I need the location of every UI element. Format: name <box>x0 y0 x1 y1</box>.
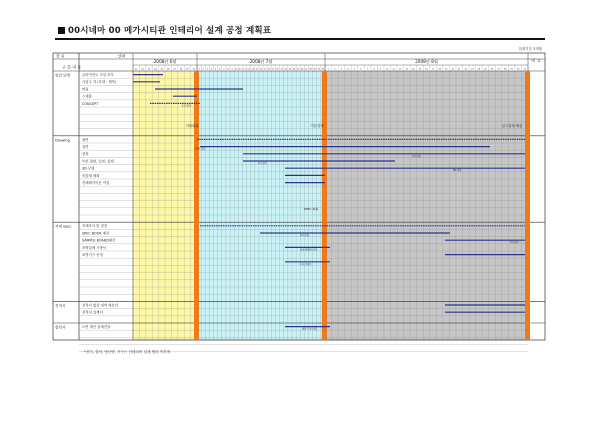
item-label: 평면 <box>82 137 89 142</box>
day-number: 6 <box>360 68 362 71</box>
footnote: *전기, 설비, 냉난방, 가구는 인테리어 설계 협의 이후에 <box>84 350 171 354</box>
day-number: 4 <box>210 68 213 71</box>
day-number: 3 <box>206 68 208 71</box>
section-label: Drawing <box>55 138 70 143</box>
bar-label: 3D 작업 <box>453 169 462 173</box>
day-number: 2 <box>202 68 204 71</box>
milestone-label: 실시설계 제출 <box>501 124 523 128</box>
day-number: 24 <box>292 68 296 71</box>
day-number: 30 <box>516 68 520 71</box>
item-label: 입면 <box>82 145 89 149</box>
header-remark-label: 비 고 <box>531 58 541 63</box>
item-label: 미팅 <box>82 87 89 92</box>
day-number: 28 <box>179 68 183 71</box>
day-number: 20 <box>276 68 279 71</box>
item-label: 견적서 설계서 <box>82 310 103 315</box>
bar-label: 1차 회의 <box>182 104 191 108</box>
day-number: 26 <box>490 68 494 71</box>
day-number: 1 <box>327 68 329 71</box>
bar-label: 2차 협의 <box>258 162 267 165</box>
milestone-label: SPEC 회의 <box>303 207 319 211</box>
day-number: 13 <box>247 68 250 71</box>
day-number: 24 <box>477 68 481 71</box>
orange-stripe <box>322 71 327 340</box>
day-number: 1 <box>198 68 200 71</box>
item-label: 클라이언트 사업 조사 <box>82 73 114 77</box>
day-number: 28 <box>309 68 312 71</box>
orange-stripe <box>194 71 199 340</box>
section-label: 견적서 <box>55 303 66 308</box>
item-label: 사업주 자 (부내 · 제목) <box>82 80 117 85</box>
day-number: 29 <box>186 68 189 71</box>
item-label: 전체레이아웃 작업 <box>82 181 110 185</box>
month-label: 2008년 7월 <box>249 59 273 64</box>
day-number: 30 <box>317 68 321 71</box>
day-number: 31 <box>321 68 325 71</box>
bar-label: 최종 BOOK 제작 <box>300 248 317 252</box>
bar-label: 3차 보완 <box>412 154 421 158</box>
day-number: 11 <box>392 68 395 71</box>
bar-label: 2차 보완 <box>300 234 309 237</box>
header-item-label: 항 목 <box>56 53 65 59</box>
bar-label: 1차 견적서 <box>300 262 312 266</box>
milestone-label: 기본설계 <box>310 124 324 128</box>
period-note: 설계기간 3개월 <box>518 47 542 51</box>
day-number: 29 <box>510 68 513 71</box>
day-number: 25 <box>296 68 300 71</box>
day-number: 3 <box>340 68 342 71</box>
day-number: 25 <box>484 68 487 71</box>
day-number: 14 <box>251 68 254 71</box>
day-number: 30 <box>192 68 196 71</box>
title-text: 00시네마 00 메가시티관 인테리어 설계 공정 계획표 <box>68 26 272 36</box>
day-number: 6 <box>219 68 221 71</box>
day-number: 27 <box>497 68 500 71</box>
day-number: 19 <box>444 68 448 71</box>
day-number: 5 <box>214 68 217 71</box>
day-number: 15 <box>255 68 259 71</box>
bar-label: 3차 회의 <box>510 241 519 245</box>
day-number: 31 <box>523 68 526 71</box>
day-number: 26 <box>166 68 170 71</box>
day-number: 23 <box>471 68 474 71</box>
day-number: 9 <box>231 68 233 71</box>
day-number: 13 <box>405 68 409 71</box>
day-number: 24 <box>154 68 157 71</box>
day-number: 28 <box>503 68 507 71</box>
day-number: 15 <box>418 68 422 71</box>
day-number: 10 <box>235 68 238 71</box>
day-number: 12 <box>243 68 246 71</box>
day-number: 17 <box>263 68 267 71</box>
item-label: 마감재 계획 <box>82 173 100 178</box>
orange-stripe <box>525 71 530 340</box>
day-number: 16 <box>425 68 428 71</box>
day-number: 8 <box>227 68 229 71</box>
day-number: 26 <box>301 68 304 71</box>
day-number: 7 <box>223 68 225 71</box>
day-number: 23 <box>288 68 292 71</box>
item-label: SPEC BOOK 제작 <box>82 231 110 236</box>
day-number: 27 <box>173 68 176 71</box>
bar-label: CAD 작업 <box>195 147 206 151</box>
day-number: 16 <box>259 68 263 71</box>
july-fill <box>197 71 325 340</box>
day-number: 14 <box>412 68 415 71</box>
day-number: 11 <box>239 68 242 71</box>
header-column-label: 구 분 내 용 <box>62 64 82 70</box>
day-number: 21 <box>134 68 138 71</box>
day-number: 17 <box>431 68 435 71</box>
day-number: 19 <box>272 68 275 71</box>
item-label: 도면 계산 업체전달 <box>82 325 111 329</box>
day-number: 7 <box>366 68 369 71</box>
item-label: 자재조사 및 결정 <box>82 224 108 229</box>
bar-label: 최종 도면 전달 <box>302 327 317 331</box>
day-number: 10 <box>386 68 389 71</box>
month-label: 2008년 6월 <box>153 59 177 64</box>
item-label: 견적서 협상 내역 계산서 <box>82 303 118 308</box>
day-number: 4 <box>347 68 349 71</box>
day-number: 22 <box>141 68 144 71</box>
milestone-label: 기획회의 <box>185 124 199 128</box>
day-number: 2 <box>334 68 336 71</box>
day-number: 5 <box>353 68 356 71</box>
day-number: 20 <box>451 68 454 71</box>
item-label: CONCEPT <box>82 101 99 106</box>
day-number: 21 <box>458 68 461 71</box>
day-number: 23 <box>147 68 151 71</box>
item-label: 천장 <box>82 152 89 157</box>
section-label: 영업 단계 <box>55 73 71 78</box>
item-label: 스케줄 <box>82 94 92 99</box>
day-number: 29 <box>313 68 316 71</box>
day-number: 25 <box>160 68 164 71</box>
header-date-label: 날짜 <box>118 53 126 59</box>
item-label: 3D 모델 <box>82 166 95 171</box>
item-label: 조명기구 선정 <box>82 253 103 257</box>
day-number: 12 <box>399 68 402 71</box>
day-number: 18 <box>438 68 441 71</box>
item-label: SAMPLE BOARD제작 <box>82 238 116 243</box>
day-number: 22 <box>464 68 467 71</box>
august-fill <box>325 71 528 340</box>
day-number: 22 <box>284 68 287 71</box>
item-label: 조명업체 시방서 <box>82 245 107 250</box>
month-label: 2008년 8월 <box>415 59 438 64</box>
day-number: 27 <box>305 68 308 71</box>
day-number: 8 <box>373 68 375 71</box>
day-number: 9 <box>380 68 382 71</box>
day-number: 18 <box>268 68 271 71</box>
section-label: 자재 spec <box>55 224 72 229</box>
section-label: 협력사 <box>55 325 66 330</box>
day-number: 21 <box>280 68 283 71</box>
item-label: 부분 평면, 입면, 상세 <box>82 159 114 164</box>
